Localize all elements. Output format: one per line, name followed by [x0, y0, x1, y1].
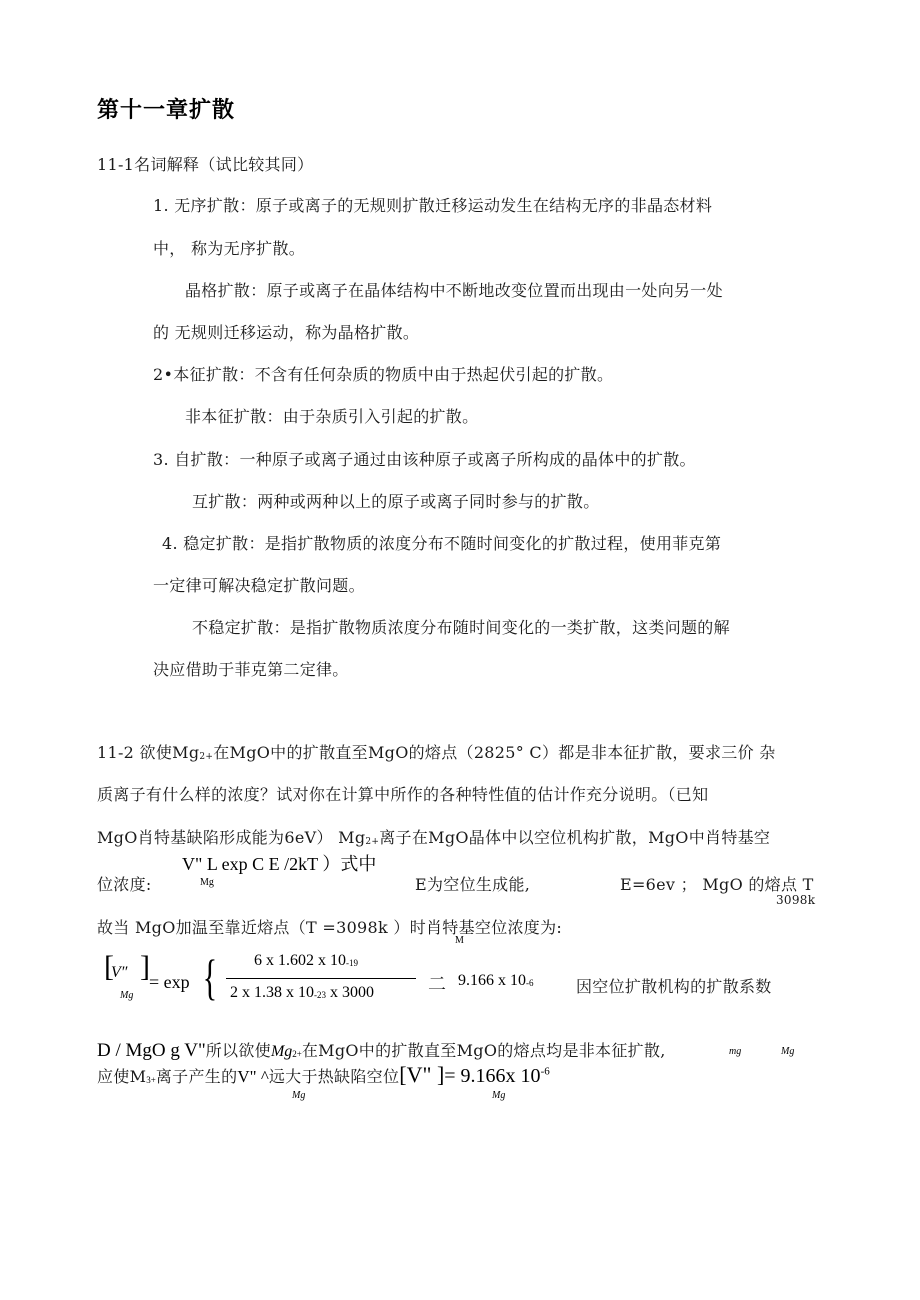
vacancy-subscript: Mg [120, 990, 134, 1001]
diffusion-coefficient-note: 因空位扩散机构的扩散系数 [576, 977, 772, 996]
right-bracket: ] [140, 950, 150, 983]
m-charge: 3+ [146, 1075, 156, 1085]
mg-charge: 2+ [292, 1049, 302, 1059]
thermal-value-base: = 9.166x 10 [444, 1065, 541, 1087]
thermal-vacancy-bracket: [V" ] [399, 1062, 445, 1087]
subscript-mg-lower: mg [729, 1046, 742, 1057]
term-lattice-diffusion-cont: 的 无规则迁移运动，称为晶格扩散。 [153, 323, 420, 342]
fraction-bar [226, 978, 416, 979]
impurity-vacancy: V" ^ [237, 1067, 269, 1086]
subscript-mg-thermal: Mg [492, 1090, 506, 1101]
energy-value-and-melting-point: E=6ev ； MgO 的熔点 T [620, 875, 814, 894]
vacancy-concentration-label: 位浓度: [97, 875, 152, 894]
requirement-text-b: 离子产生的 [155, 1067, 238, 1086]
q3-sup: 2+ [365, 837, 380, 847]
numerator-exp: -19 [346, 958, 358, 968]
requirement-text-a: 应使M [97, 1067, 147, 1086]
diffusion-relation: D / MgO g V" [97, 1040, 206, 1061]
numerator [254, 952, 358, 970]
term-steady-diffusion: 4. 稳定扩散：是指扩散物质的浓度分布不随时间变化的扩散过程，使用菲克第 [162, 534, 722, 553]
equals-exp: = exp [149, 972, 190, 992]
term-disordered-diffusion-cont: 中， 称为无序扩散。 [153, 239, 306, 258]
subscript-mg-vacancy: Mg [292, 1090, 306, 1101]
vacancy-symbol: V″ [111, 964, 128, 981]
energy-definition: E为空位生成能, [415, 875, 531, 894]
schottky-equation [104, 950, 804, 1020]
chapter-title: 第十一章扩散 [97, 98, 236, 123]
vacancy-formula [182, 850, 376, 876]
conclusion-line2 [97, 1062, 550, 1088]
result-exp: -6 [526, 978, 534, 988]
term-unsteady-diffusion-cont: 决应借助于菲克第二定律。 [153, 660, 349, 679]
term-self-diffusion: 3. 自扩散：一种原子或离子通过由该种原子或离子所构成的晶体中的扩散。 [153, 450, 696, 469]
left-brace: { [202, 949, 218, 1005]
term-interdiffusion: 互扩散：两种或两种以上的原子或离子同时参与的扩散。 [192, 492, 600, 511]
denominator-base: 2 x 1.38 x 10 [230, 984, 314, 1001]
denominator-exp: -23 [314, 990, 326, 1000]
subscript-mg-upper: Mg [781, 1046, 795, 1057]
equals-sign: 二 [428, 974, 447, 995]
denominator [230, 984, 374, 1002]
thermal-value-exp: -6 [540, 1065, 550, 1078]
schottky-concentration-intro: 故当 MgO加温至靠近熔点（T =3098k ）时肖特基空位浓度为: [97, 918, 563, 937]
term-lattice-diffusion: 晶格扩散：原子或离子在晶体结构中不断地改变位置而出现由一处向另一处 [185, 281, 723, 300]
conclusion-line1 [97, 1038, 666, 1062]
term-unsteady-diffusion: 不稳定扩散：是指扩散物质浓度分布随时间变化的一类扩散，这类问题的解 [192, 618, 730, 637]
q3-text-b: 离子在MgO晶体中以空位机构扩散，MgO中肖特基空 [379, 828, 771, 847]
left-bracket: [ [104, 950, 114, 983]
conclusion-text-b: 在MgO中的扩散直至MgO的熔点均是非本征扩散, [301, 1041, 666, 1060]
denominator-tail: x 3000 [326, 984, 374, 1001]
question-11-2-line3 [97, 825, 770, 848]
numerator-base: 6 x 1.602 x 10 [254, 952, 346, 969]
section-heading-11-1: 11-1名词解释（试比较其同） [97, 155, 314, 174]
conclusion-text-a: 所以欲使 [205, 1041, 271, 1060]
mg-ion: Mg [270, 1043, 293, 1060]
question-11-2-line2: 质离子有什么样的浓度？试对你在计算中所作的各种特性值的估计作充分说明。（已知 [97, 785, 709, 804]
formula-sub-mg: Mg [200, 877, 214, 888]
question-11-2-line1 [97, 740, 776, 763]
result-value [458, 972, 534, 990]
term-intrinsic-diffusion: 2•本征扩散：不含有任何杂质的物质中由于热起伏引起的扩散。 [153, 365, 614, 384]
term-steady-diffusion-cont: 一定律可解决稳定扩散问题。 [153, 576, 365, 595]
subscript-m: M [455, 935, 464, 946]
q3-text-a: MgO肖特基缺陷形成能为6eV） Mg [97, 828, 366, 847]
result-base: 9.166 x 10 [458, 972, 526, 989]
requirement-text-c: 远大于热缺陷空位 [268, 1067, 400, 1086]
q-text-a: 11-2 欲使Mg [97, 743, 200, 762]
thermal-vacancy-value [444, 1065, 549, 1087]
term-disordered-diffusion: 1. 无序扩散：原子或离子的无规则扩散迁移运动发生在结构无序的非晶态材料 [153, 196, 713, 215]
q-text-b: 在MgO中的扩散直至MgO的熔点（2825° C）都是非本征扩散，要求三价 杂 [213, 743, 776, 762]
clipped-temperature: 3098k [776, 893, 816, 907]
formula-text: V" L exp C E /2kT ）式中 [182, 854, 377, 874]
q-sup: 2+ [199, 752, 214, 762]
term-extrinsic-diffusion: 非本征扩散：由于杂质引入引起的扩散。 [185, 407, 479, 426]
